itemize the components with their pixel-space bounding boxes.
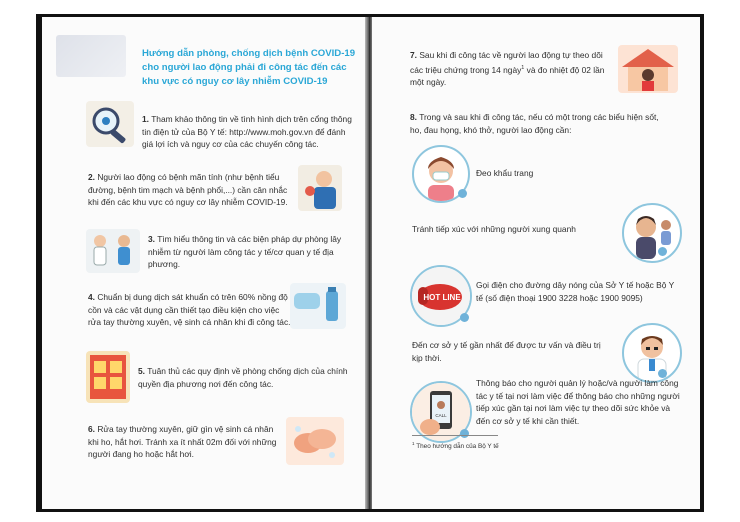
magnifier-virus-illustration <box>86 101 134 147</box>
item-text: Tìm hiểu thông tin và các biện pháp dự phòng lây nhiễm từ người làm công tác y tế/cơ quan y tế địa phương. <box>148 234 342 269</box>
hand-washing-illustration <box>286 417 344 465</box>
left-page <box>42 17 366 509</box>
hotline-label: HOT LINE <box>423 293 461 302</box>
item-text: Chuẩn bị dung dịch sát khuẩn có trên 60% nồng độ cồn và các vật dụng cần thiết tạo điều kiện cho việc rửa tay thường xuyên, vệ sinh cá nhân khi đi công tác. <box>88 292 291 327</box>
step-call-hotline: Gọi điện cho đường dây nóng của Sở Y tế hoặc Bộ Y tế (số điện thoại 1900 3228 hoặc 1900 9095) <box>476 280 675 303</box>
step-dot <box>658 247 667 256</box>
item-text: Trong và sau khi đi công tác, nếu có một trong các biểu hiện sốt, ho, đau họng, khó thở, người lao động cần: <box>410 112 659 135</box>
blurred-logo <box>56 35 126 77</box>
footnote-marker: 1 <box>521 64 525 71</box>
footnote-number: 1 <box>412 441 415 446</box>
item-text: Tuân thủ các quy định về phòng chống dịch của chính quyền địa phương nơi đến công tác. <box>138 366 348 389</box>
right-item-8 <box>410 111 670 136</box>
step-dot <box>460 429 469 438</box>
step-visit-clinic: Đến cơ sở y tế gần nhất để được tư vấn và điều trị kịp thời. <box>412 340 601 363</box>
item-number: 5. <box>138 366 145 376</box>
item-number: 8. <box>410 112 417 122</box>
left-item-2 <box>88 171 294 209</box>
right-page <box>372 17 700 509</box>
left-item-4 <box>88 291 294 329</box>
item-number: 3. <box>148 234 155 244</box>
item-text: Tham khảo thông tin về tình hình dịch trên cổng thông tin điện tử của Bộ Y tế: http://www.moh.gov.vn để đánh giá lợi ích và nguy cơ của các chuyến công tác. <box>142 114 352 149</box>
mask-sanitizer-illustration <box>290 283 346 329</box>
item-number: 2. <box>88 172 95 182</box>
booklet-spread <box>36 14 704 512</box>
home-quarantine-illustration <box>618 45 678 93</box>
footnote-rule <box>412 435 498 436</box>
item-text: Người lao động có bệnh mãn tính (như bệnh tiểu đường, bệnh tim mạch và bệnh phổi,...) cần cân nhắc khi đến các khu vực có nguy cơ lây nhiễm COVID-19. <box>88 172 288 207</box>
doctor-icon <box>622 323 682 383</box>
footnote <box>412 441 499 450</box>
item-text: Sau khi đi công tác về người lao động tự theo dõi các triệu chứng trong 14 ngày <box>410 50 603 75</box>
avoid-contact-icon <box>622 203 682 263</box>
left-item-1 <box>142 113 356 151</box>
left-item-5 <box>138 365 350 390</box>
step-dot <box>458 189 467 198</box>
doctor-patient-illustration <box>86 229 140 273</box>
phone-call-label: CALL <box>435 413 447 418</box>
step-notify-manager: Thông báo cho người quản lý hoặc/và người làm công tác y tế tại nơi làm việc để thông báo cho những người tiếp xúc gần tại nơi làm việc tự theo dõi sức khỏe và đến cơ sở y tế khi cần thiết. <box>476 378 680 426</box>
right-item-7 <box>410 49 606 88</box>
item-text-cont: và đo nhiệt độ 02 lần một ngày. <box>410 64 605 87</box>
regulations-poster-illustration <box>86 351 130 403</box>
item-number: 7. <box>410 50 417 60</box>
page-title: Hướng dẫn phòng, chống dịch bệnh COVID-19 cho người lao động phải đi công tác đến các khu vực có nguy cơ lây nhiễm COVID-19 <box>142 48 356 87</box>
item-text: Rửa tay thường xuyên, giữ gìn vệ sinh cá nhân khi ho, hắt hơi. Tránh xa ít nhất 02m đối với những người đang ho hoặc hắt hơi. <box>88 424 277 459</box>
item-number: 4. <box>88 292 95 302</box>
item-number: 6. <box>88 424 95 434</box>
step-wear-mask: Đeo khẩu trang <box>476 168 534 178</box>
item-number: 1. <box>142 114 149 124</box>
footnote-text: Theo hướng dẫn của Bộ Y tế <box>416 443 499 451</box>
left-item-3 <box>148 233 354 271</box>
step-avoid-contact: Tránh tiếp xúc với những người xung quanh <box>412 224 576 234</box>
sick-man-illustration <box>298 165 342 211</box>
step-dot <box>460 313 469 322</box>
left-item-6 <box>88 423 284 461</box>
